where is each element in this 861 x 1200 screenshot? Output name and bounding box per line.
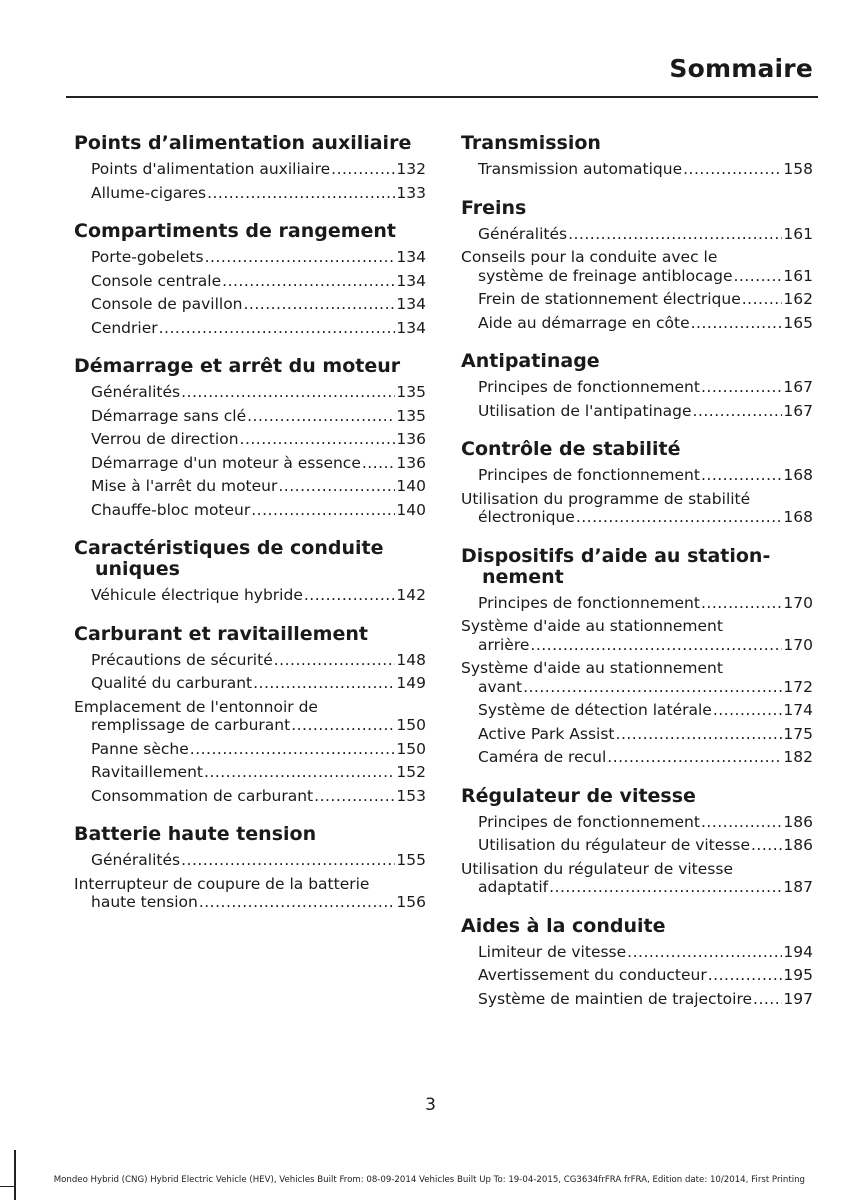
dot-leader bbox=[753, 990, 782, 1009]
toc-section bbox=[74, 356, 426, 519]
section-heading: Régulateur de vitesse bbox=[461, 784, 696, 807]
toc-right-column bbox=[461, 133, 813, 1027]
dot-leader bbox=[331, 160, 395, 179]
entry-label: Emplacement de l'entonnoir de bbox=[74, 697, 318, 716]
toc-entry[interactable] bbox=[74, 674, 426, 693]
entry-label: Panne sèche bbox=[91, 739, 189, 758]
toc-entry[interactable] bbox=[461, 490, 813, 527]
dot-leader bbox=[291, 716, 395, 735]
entry-label-continuation: système de freinage antiblocage bbox=[478, 266, 733, 285]
toc-entry[interactable] bbox=[74, 763, 426, 782]
toc-entry[interactable] bbox=[74, 160, 426, 179]
entry-label: Généralités bbox=[91, 383, 181, 401]
entry-page-number: 161 bbox=[783, 224, 813, 243]
section-heading: Contrôle de stabilité bbox=[461, 438, 681, 460]
entry-label: Utilisation du régulateur de vitesse bbox=[478, 836, 750, 854]
entry-label-continuation: remplissage de carburant bbox=[91, 716, 291, 734]
toc-entry[interactable] bbox=[461, 990, 813, 1009]
toc-section bbox=[461, 351, 813, 420]
dot-leader bbox=[701, 378, 782, 397]
entry-label: Généralités bbox=[91, 851, 181, 869]
entry-label: Qualité du carburant bbox=[91, 674, 253, 692]
toc-section bbox=[74, 133, 426, 202]
dot-leader bbox=[616, 725, 783, 744]
entry-page-number: 165 bbox=[783, 313, 813, 332]
entry-label: Principes de fonctionnement bbox=[478, 378, 700, 396]
entry-page-number: 174 bbox=[783, 701, 813, 719]
toc-entry[interactable] bbox=[74, 295, 426, 314]
entry-page-number: 158 bbox=[783, 160, 813, 178]
entry-label: Frein de stationnement électrique bbox=[478, 290, 741, 308]
entry-label: Mise à l'arrêt du moteur bbox=[91, 477, 278, 495]
entry-page-number: 134 bbox=[396, 295, 426, 313]
entry-page-number: 140 bbox=[396, 500, 426, 519]
toc-section bbox=[74, 538, 426, 605]
toc-section bbox=[461, 133, 813, 179]
entry-label: Allume-cigares bbox=[91, 183, 207, 202]
entry-label: Principes de fonctionnement bbox=[478, 593, 700, 612]
toc-entry[interactable] bbox=[461, 466, 813, 485]
dot-leader bbox=[627, 943, 782, 962]
toc-section bbox=[461, 546, 813, 767]
dot-leader bbox=[304, 586, 396, 605]
entry-page-number: 142 bbox=[396, 586, 426, 604]
dot-leader bbox=[253, 674, 395, 693]
entry-label: Système de maintien de trajectoire bbox=[478, 989, 753, 1008]
toc-entry[interactable] bbox=[461, 314, 813, 333]
entry-page-number: 149 bbox=[396, 674, 426, 692]
section-heading: Antipatinage bbox=[461, 350, 600, 372]
toc-entry[interactable] bbox=[74, 477, 426, 496]
entry-page-number: 134 bbox=[396, 318, 426, 337]
entry-page-number: 167 bbox=[783, 401, 813, 420]
entry-label: Avertissement du conducteur bbox=[478, 966, 707, 984]
dot-leader bbox=[701, 813, 782, 832]
entry-page-number: 194 bbox=[783, 942, 813, 961]
section-heading: Compartiments de rangement bbox=[74, 220, 396, 242]
entry-label: Principes de fonctionnement bbox=[478, 466, 700, 484]
entry-label: Verrou de direction bbox=[91, 430, 239, 448]
page-title: Sommaire bbox=[669, 54, 813, 83]
entry-label: Limiteur de vitesse bbox=[478, 942, 627, 961]
toc-entry[interactable] bbox=[74, 383, 426, 402]
entry-label: Système de détection latérale bbox=[478, 701, 712, 719]
entry-page-number: 155 bbox=[396, 851, 426, 869]
section-heading: Batterie haute tension bbox=[74, 823, 317, 845]
entry-page-number: 195 bbox=[783, 966, 813, 984]
entry-label: Transmission automatique bbox=[478, 160, 683, 178]
dot-leader bbox=[683, 160, 782, 179]
dot-leader bbox=[181, 851, 395, 870]
entry-label-continuation: arrière bbox=[478, 635, 530, 654]
dot-leader bbox=[362, 454, 396, 473]
dot-leader bbox=[244, 295, 396, 314]
entry-page-number: 135 bbox=[396, 383, 426, 401]
toc-entry[interactable] bbox=[461, 378, 813, 397]
dot-leader bbox=[693, 402, 783, 421]
dot-leader bbox=[190, 740, 396, 759]
entry-label: Conseils pour la conduite avec le bbox=[461, 248, 718, 266]
entry-label: Console centrale bbox=[91, 271, 222, 290]
toc-entry[interactable] bbox=[461, 836, 813, 855]
toc-entry[interactable] bbox=[461, 160, 813, 179]
entry-page-number: 132 bbox=[396, 160, 426, 178]
dot-leader bbox=[523, 678, 782, 697]
header-rule bbox=[66, 96, 818, 98]
dot-leader bbox=[549, 878, 782, 897]
toc-entry[interactable] bbox=[461, 748, 813, 767]
dot-leader bbox=[204, 763, 395, 782]
toc-entry[interactable] bbox=[461, 617, 813, 654]
toc-section bbox=[461, 439, 813, 527]
toc-entry[interactable] bbox=[461, 225, 813, 244]
entry-label: Système d'aide au stationnement bbox=[461, 659, 723, 677]
toc-entry[interactable] bbox=[74, 698, 426, 735]
entry-page-number: 197 bbox=[783, 989, 813, 1008]
dot-leader bbox=[278, 477, 395, 496]
footer-text: Mondeo Hybrid (CNG) Hybrid Electric Vehicle (HEV), Vehicles Built From: 08-09-2014 Vehicles Built Up To: 19-04-2015, CG3634frFRA frFRA, Edition date: 10/2014, First Printing bbox=[53, 1175, 805, 1185]
toc-entry[interactable] bbox=[74, 875, 426, 912]
entry-label: Console de pavillon bbox=[91, 295, 243, 313]
entry-page-number: 135 bbox=[396, 406, 426, 425]
entry-label: Utilisation du régulateur de vitesse bbox=[461, 859, 733, 878]
toc-entry[interactable] bbox=[461, 725, 813, 744]
dot-leader bbox=[205, 248, 396, 267]
entry-label: Points d'alimentation auxiliaire bbox=[91, 160, 331, 178]
toc-section bbox=[74, 824, 426, 912]
entry-label-continuation: haute tension bbox=[91, 893, 198, 911]
entry-page-number: 133 bbox=[396, 183, 426, 202]
crop-mark-left bbox=[14, 1150, 16, 1200]
toc-entry[interactable] bbox=[74, 272, 426, 291]
dot-leader bbox=[251, 501, 395, 520]
dot-leader bbox=[734, 267, 783, 286]
toc-section bbox=[74, 624, 426, 806]
entry-label: Système d'aide au stationnement bbox=[461, 617, 723, 635]
crop-mark-left-h bbox=[0, 1186, 14, 1187]
entry-page-number: 152 bbox=[396, 763, 426, 781]
dot-leader bbox=[691, 314, 783, 333]
section-heading: Caractéristiques de conduite uniques bbox=[74, 537, 384, 580]
entry-page-number: 136 bbox=[396, 453, 426, 472]
dot-leader bbox=[159, 319, 396, 338]
entry-page-number: 156 bbox=[396, 893, 426, 911]
toc-entry[interactable] bbox=[74, 651, 426, 670]
dot-leader bbox=[701, 594, 782, 613]
toc-entry[interactable] bbox=[74, 184, 426, 203]
entry-page-number: 187 bbox=[783, 878, 813, 896]
entry-page-number: 186 bbox=[783, 812, 813, 831]
toc-entry[interactable] bbox=[74, 851, 426, 870]
entry-page-number: 134 bbox=[396, 248, 426, 266]
dot-leader bbox=[751, 836, 782, 855]
toc-entry[interactable] bbox=[461, 594, 813, 613]
entry-label: Cendrier bbox=[91, 318, 158, 337]
entry-page-number: 150 bbox=[396, 739, 426, 758]
entry-label: Porte-gobelets bbox=[91, 248, 204, 266]
entry-page-number: 168 bbox=[783, 508, 813, 526]
entry-label: Active Park Assist bbox=[478, 724, 615, 743]
entry-page-number: 186 bbox=[783, 836, 813, 854]
toc-entry[interactable] bbox=[74, 454, 426, 473]
section-heading: Dispositifs d’aide au station- nement bbox=[461, 544, 771, 588]
entry-page-number: 167 bbox=[783, 378, 813, 396]
toc-entry[interactable] bbox=[461, 943, 813, 962]
dot-leader bbox=[742, 290, 783, 309]
toc-entry[interactable] bbox=[74, 586, 426, 605]
dot-leader bbox=[708, 966, 783, 985]
section-heading: Démarrage et arrêt du moteur bbox=[74, 355, 401, 377]
toc-entry[interactable] bbox=[461, 290, 813, 309]
dot-leader bbox=[314, 787, 395, 806]
dot-leader bbox=[713, 701, 783, 720]
dot-leader bbox=[576, 508, 783, 527]
toc-entry[interactable] bbox=[74, 787, 426, 806]
toc-left-column bbox=[74, 133, 426, 931]
entry-page-number: 148 bbox=[396, 650, 426, 669]
toc-entry[interactable] bbox=[74, 740, 426, 759]
toc-entry[interactable] bbox=[74, 319, 426, 338]
dot-leader bbox=[222, 272, 395, 291]
entry-label: Généralités bbox=[478, 224, 568, 243]
dot-leader bbox=[568, 225, 782, 244]
toc-entry[interactable] bbox=[461, 701, 813, 720]
toc-entry[interactable] bbox=[74, 407, 426, 426]
entry-label: Consommation de carburant bbox=[91, 786, 314, 805]
dot-leader bbox=[530, 636, 782, 655]
toc-section bbox=[74, 221, 426, 337]
dot-leader bbox=[181, 383, 395, 402]
entry-page-number: 162 bbox=[783, 290, 813, 308]
section-heading: Transmission bbox=[461, 132, 601, 154]
entry-page-number: 134 bbox=[396, 271, 426, 290]
entry-label: Principes de fonctionnement bbox=[478, 812, 700, 831]
entry-page-number: 170 bbox=[783, 593, 813, 612]
dot-leader bbox=[247, 407, 395, 426]
toc-entry[interactable] bbox=[461, 860, 813, 897]
page-number: 3 bbox=[425, 1095, 436, 1115]
entry-page-number: 170 bbox=[783, 635, 813, 654]
toc-entry[interactable] bbox=[74, 430, 426, 449]
entry-label: Caméra de recul bbox=[478, 748, 607, 766]
dot-leader bbox=[240, 430, 396, 449]
entry-page-number: 150 bbox=[396, 716, 426, 734]
entry-label: Ravitaillement bbox=[91, 763, 203, 781]
section-heading: Aides à la conduite bbox=[461, 914, 666, 937]
toc-section bbox=[461, 916, 813, 1009]
entry-page-number: 182 bbox=[783, 748, 813, 766]
entry-label: Aide au démarrage en côte bbox=[478, 313, 690, 332]
toc-entry[interactable] bbox=[461, 966, 813, 985]
entry-page-number: 153 bbox=[396, 786, 426, 805]
toc-entry[interactable] bbox=[461, 813, 813, 832]
toc-entry[interactable] bbox=[74, 248, 426, 267]
entry-page-number: 161 bbox=[783, 266, 813, 285]
dot-leader bbox=[701, 466, 782, 485]
dot-leader bbox=[207, 184, 395, 203]
entry-page-number: 140 bbox=[396, 477, 426, 495]
entry-label-continuation: adaptatif bbox=[478, 878, 549, 896]
entry-label: Précautions de sécurité bbox=[91, 650, 273, 669]
toc-entry[interactable] bbox=[461, 659, 813, 696]
entry-label: Utilisation de l'antipatinage bbox=[478, 401, 692, 420]
entry-page-number: 168 bbox=[783, 466, 813, 484]
toc-section bbox=[461, 198, 813, 333]
entry-label: Démarrage d'un moteur à essence bbox=[91, 453, 361, 472]
entry-label: Interrupteur de coupure de la batterie bbox=[74, 874, 370, 893]
section-heading: Points d’alimentation auxiliaire bbox=[74, 132, 412, 154]
toc-section bbox=[461, 786, 813, 897]
entry-page-number: 172 bbox=[783, 677, 813, 696]
toc-entry[interactable] bbox=[74, 501, 426, 520]
entry-page-number: 175 bbox=[783, 724, 813, 743]
entry-label-continuation: avant bbox=[478, 677, 523, 696]
entry-page-number: 136 bbox=[396, 430, 426, 448]
toc-entry[interactable] bbox=[461, 402, 813, 421]
entry-label-continuation: électronique bbox=[478, 508, 575, 526]
entry-label: Démarrage sans clé bbox=[91, 406, 247, 425]
entry-label: Véhicule électrique hybride bbox=[91, 586, 303, 604]
toc-entry[interactable] bbox=[461, 248, 813, 285]
dot-leader bbox=[274, 651, 396, 670]
entry-label: Utilisation du programme de stabilité bbox=[461, 489, 751, 508]
entry-label: Chauffe-bloc moteur bbox=[91, 500, 251, 519]
section-heading: Freins bbox=[461, 196, 527, 219]
section-heading: Carburant et ravitaillement bbox=[74, 622, 368, 645]
dot-leader bbox=[607, 748, 782, 767]
dot-leader bbox=[199, 893, 396, 912]
